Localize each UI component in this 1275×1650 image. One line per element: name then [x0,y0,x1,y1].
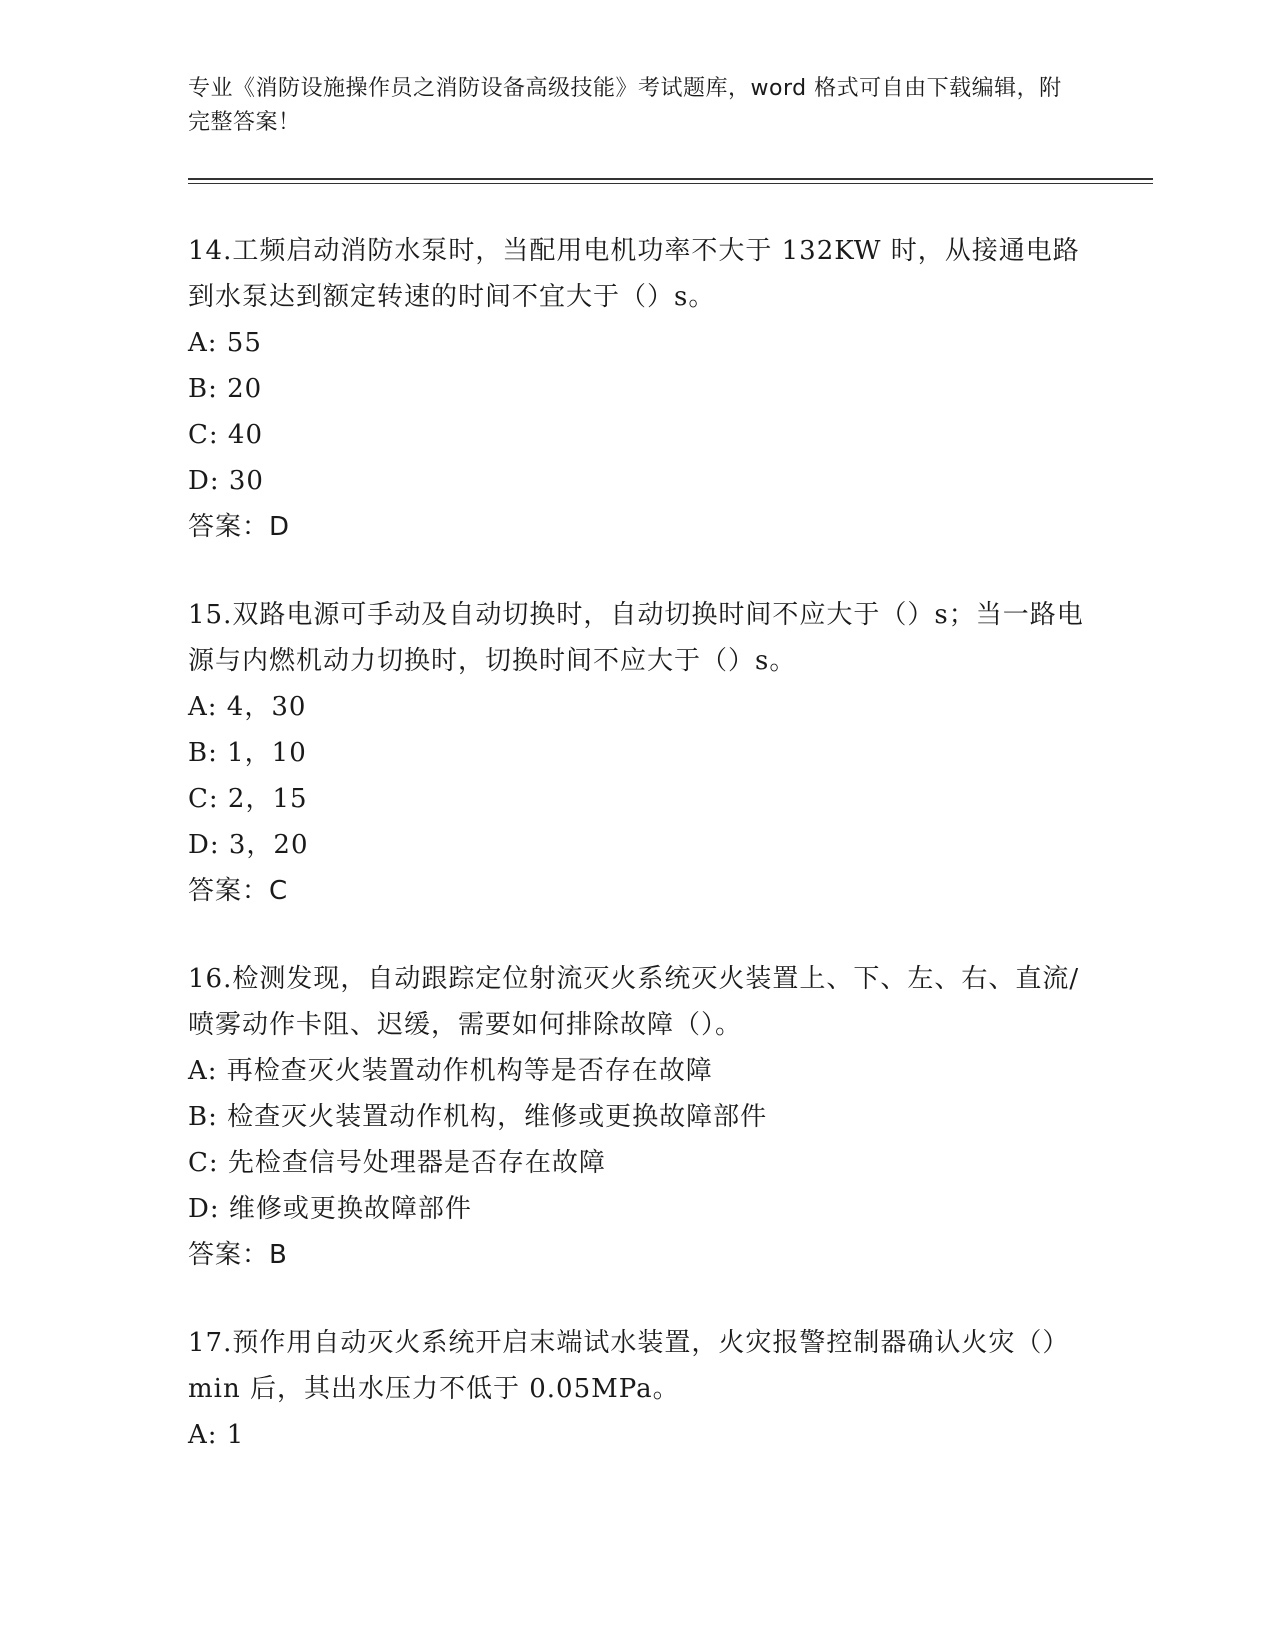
question-16 [188,956,1088,1278]
option-c: C: 2，15 [188,784,308,814]
option-a: A: 1 [188,1420,245,1450]
question-stem: 17.预作用自动灭火系统开启末端试水装置，火灾报警控制器确认火灾（）min 后，其出水压力不低于 0.05MPa。 [188,1328,1070,1404]
answer-label: 答案：D [188,512,291,542]
option-a: A: 55 [188,328,262,358]
document-header [188,72,1068,140]
question-14 [188,228,1088,550]
option-d: D: 3，20 [188,830,309,860]
question-stem: 15.双路电源可手动及自动切换时，自动切换时间不应大于（）s；当一路电源与内燃机动力切换时，切换时间不应大于（）s。 [188,600,1084,676]
option-a: A: 再检查灭火装置动作机构等是否存在故障 [188,1056,713,1086]
option-d: D: 30 [188,466,264,496]
question-stem: 14.工频启动消防水泵时，当配用电机功率不大于 132KW 时，从接通电路到水泵达到额定转速的时间不宜大于（）s。 [188,236,1080,312]
option-a: A: 4，30 [188,692,307,722]
question-stem: 16.检测发现，自动跟踪定位射流灭火系统灭火装置上、下、左、右、直流/喷雾动作卡阻、迟缓，需要如何排除故障（）。 [188,964,1080,1040]
header-divider-thin [188,183,1153,184]
question-15 [188,592,1088,914]
answer-label: 答案：B [188,1240,288,1270]
option-c: C: 先检查信号处理器是否存在故障 [188,1148,606,1178]
header-divider-thick [188,178,1153,180]
option-b: B: 检查灭火装置动作机构，维修或更换故障部件 [188,1102,768,1132]
option-d: D: 维修或更换故障部件 [188,1194,472,1224]
option-b: B: 1，10 [188,738,307,768]
option-c: C: 40 [188,420,264,450]
question-17 [188,1320,1088,1458]
option-b: B: 20 [188,374,263,404]
header-intro-text: 专业《消防设施操作员之消防设备高级技能》考试题库，word 格式可自由下载编辑，附完整答案！ [188,76,1062,135]
answer-label: 答案：C [188,876,289,906]
